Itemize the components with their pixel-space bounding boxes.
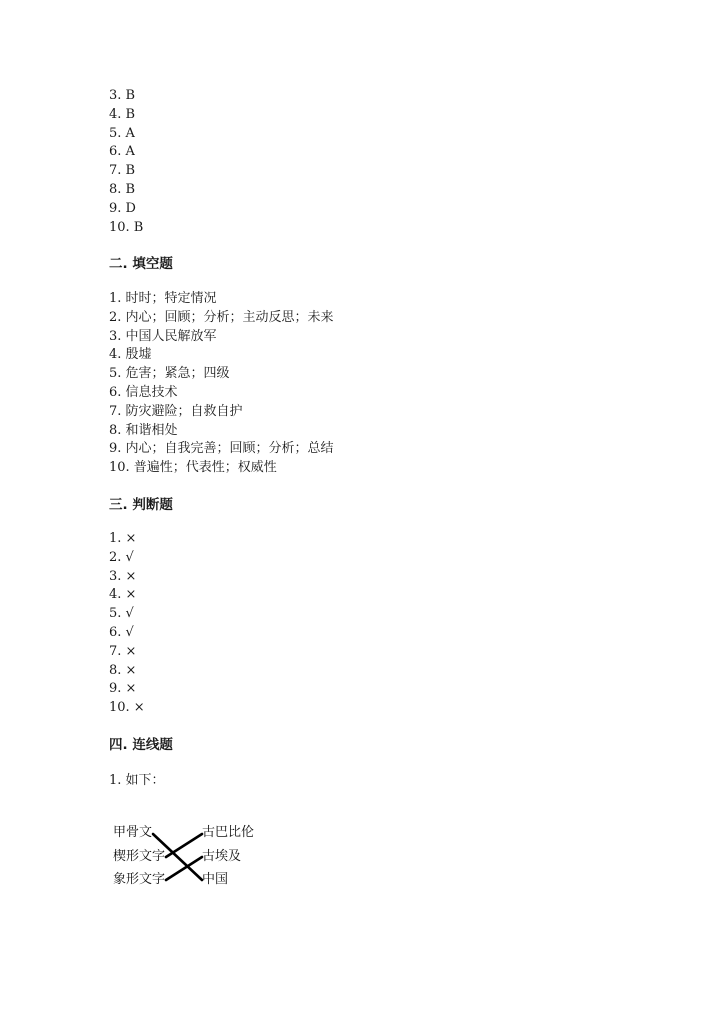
list-item: 9. 内心；自我完善；回顾；分析；总结 <box>109 441 334 457</box>
matching-diagram <box>108 820 278 895</box>
matching-left-item: 楔形文字 <box>113 849 166 864</box>
list-item: 10. B <box>109 219 144 235</box>
list-item: 9. × <box>109 681 137 697</box>
list-item: 7. B <box>109 163 136 179</box>
list-item: 6. A <box>109 144 135 160</box>
list-item: 6. 信息技术 <box>109 384 178 400</box>
list-item: 7. 防灾避险；自救自护 <box>109 403 243 419</box>
matching-right-item: 古巴比伦 <box>202 825 255 840</box>
list-item: 8. × <box>109 662 137 678</box>
list-item: 3. B <box>109 88 136 103</box>
list-item: 1. 时时；特定情况 <box>109 291 217 306</box>
list-item: 3. 中国人民解放军 <box>109 328 217 344</box>
list-item: 9. D <box>109 200 136 216</box>
fill-blank-heading: 二. 填空题 <box>109 256 173 272</box>
list-item: 5. 危害；紧急；四级 <box>109 366 230 382</box>
matching-intro: 1. 如下： <box>109 773 165 788</box>
matching-line <box>166 834 202 857</box>
list-item: 2. 内心；回顾；分析；主动反思；未来 <box>109 309 334 325</box>
true-false-heading: 三. 判断题 <box>109 497 173 513</box>
list-item: 5. √ <box>109 606 134 622</box>
list-item: 4. B <box>109 106 136 122</box>
list-item: 4. × <box>109 587 137 603</box>
list-item: 7. × <box>109 643 137 659</box>
list-item: 8. 和谐相处 <box>109 422 178 438</box>
list-item: 10. × <box>109 700 145 716</box>
list-item: 10. 普遍性；代表性；权威性 <box>109 460 277 476</box>
true-false-answers-list <box>109 530 145 718</box>
list-item: 2. √ <box>109 549 134 565</box>
list-item: 8. B <box>109 181 136 197</box>
matching-heading: 四. 连线题 <box>109 737 173 753</box>
matching-right-item: 古埃及 <box>202 849 242 864</box>
list-item: 4. 殷墟 <box>109 347 152 363</box>
matching-left-item: 甲骨文 <box>113 825 153 840</box>
list-item: 6. √ <box>109 624 134 640</box>
list-item: 3. × <box>109 568 137 584</box>
list-item: 1. × <box>109 531 137 546</box>
matching-left-item: 象形文字 <box>113 872 166 887</box>
matching-right-item: 中国 <box>202 872 229 887</box>
choice-answers-list <box>109 87 143 237</box>
list-item: 5. A <box>109 125 135 141</box>
fill-blank-answers-list <box>109 290 334 478</box>
